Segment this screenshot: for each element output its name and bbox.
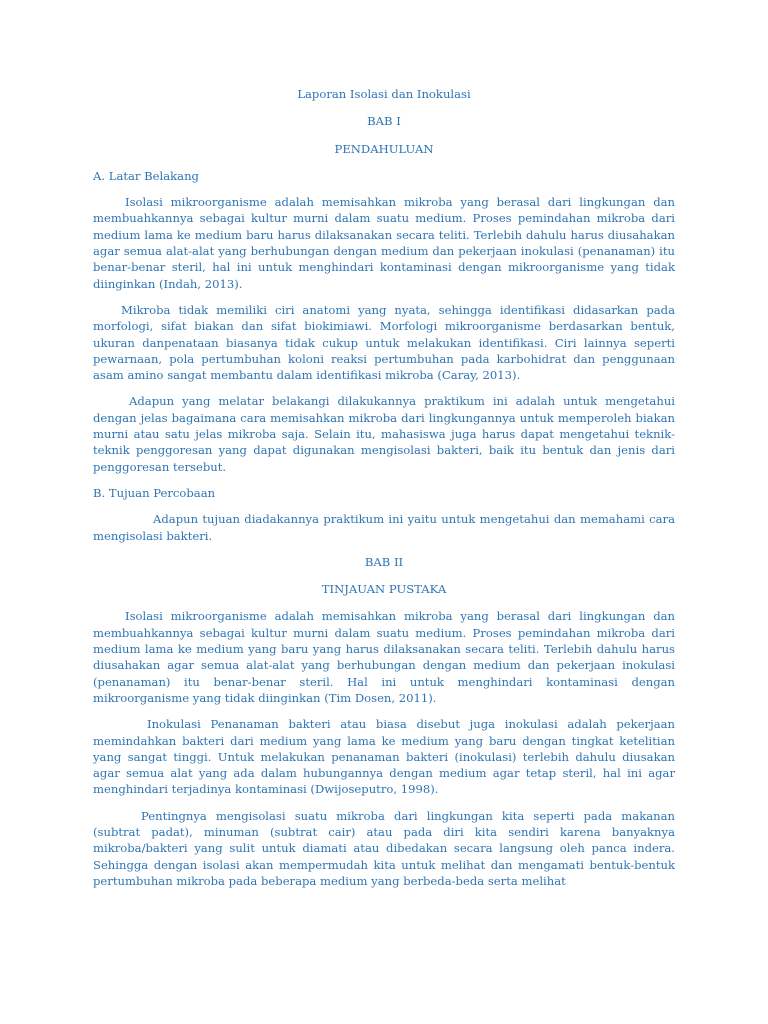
bab-1-label: BAB I bbox=[367, 114, 401, 129]
document-page bbox=[93, 86, 675, 899]
bab-2-heading: TINJAUAN PUSTAKA bbox=[321, 582, 447, 597]
bab-2-label: BAB II bbox=[364, 554, 404, 569]
document-title: Laporan Isolasi dan Inokulasi bbox=[297, 87, 471, 101]
paragraph: Isolasi mikroorganisme adalah memisahkan mikroba yang berasal dari lingkungan dan membuahkannya sebagai kultur murni dalam suatu medium. Proses pemindahan mikroba dari medium lama ke medium baru harus dilaksanakan secara teliti. Terlebih dahulu harus diusahakan agar semua alat-alat yang berhubungan dengan medium dan pekerjaan inokulasi (penanaman) itu benar-benar steril, hal ini untuk menghindari kontaminasi dengan mikroorganisme yang tidak diinginkan (Indah, 2013). bbox=[93, 195, 675, 291]
paragraph: Pentingnya mengisolasi suatu mikroba dari lingkungan kita seperti pada makanan (subtrat padat), minuman (subtrat cair) atau pada diri kita sendiri karena banyaknya mikroba/bakteri yang sulit untuk diamati atau dibedakan secara langsung oleh panca indera. Sehingga dengan isolasi akan mempermudah kita untuk melihat dan mengamati bentuk-bentuk pertumbuhan mikroba pada beberapa medium yang berbeda-beda serta melihat bbox=[93, 808, 675, 888]
section-a-title: A. Latar Belakang bbox=[93, 168, 199, 183]
paragraph: Inokulasi Penanaman bakteri atau biasa disebut juga inokulasi adalah pekerjaan memindahkan bakteri dari medium yang lama ke medium yang baru dengan tingkat ketelitian yang sangat tinggi. Untuk melakukan penanaman bakteri (inokulasi) terlebih dahulu diusakan agar semua alat yang ada dalam hubungannya dengan medium agar tetap steril, hal ini agar menghindari terjadinya kontaminasi (Dwijoseputro, 1998). bbox=[93, 717, 675, 797]
paragraph: Adapun yang melatar belakangi dilakukannya praktikum ini adalah untuk mengetahui dengan jelas bagaimana cara memisahkan mikroba dari lingkungannya untuk memperoleh biakan murni atau satu jelas mikroba saja. Selain itu, mahasiswa juga harus dapat mengetahui teknik-teknik penggoresan yang dapat digunakan mengisolasi bakteri, baik itu bentuk dan jenis dari penggoresan tersebut. bbox=[93, 394, 675, 474]
section-b-title: B. Tujuan Percobaan bbox=[93, 485, 216, 500]
paragraph: Adapun tujuan diadakannya praktikum ini yaitu untuk mengetahui dan memahami cara mengisolasi bakteri. bbox=[93, 512, 675, 543]
bab-1-heading: PENDAHULUAN bbox=[334, 141, 434, 156]
paragraph: Mikroba tidak memiliki ciri anatomi yang nyata, sehingga identifikasi didasarkan pada morfologi, sifat biakan dan sifat biokimiawi. Morfologi mikroorganisme berdasarkan bentuk, ukuran danpenataan biasanya tidak cukup untuk melakukan identifikasi. Ciri lainnya seperti pewarnaan, pola pertumbuhan koloni reaksi pertumbuhan pada karbohidrat dan penggunaan asam amino sangat membantu dalam identifikasi mikroba (Caray, 2013). bbox=[93, 302, 675, 383]
paragraph: Isolasi mikroorganisme adalah memisahkan mikroba yang berasal dari lingkungan dan membuahkannya sebagai kultur murni dalam suatu medium. Proses pemindahan mikroba dari medium lama ke medium yang baru yang harus dilaksanakan secara teliti. Terlebih dahulu harus diusahakan agar semua alat-alat yang berhubungan dengan medium dan pekerjaan inokulasi (penanaman) itu benar-benar steril. Hal ini untuk menghindari kontaminasi dengan mikroorganisme yang tidak diinginkan (Tim Dosen, 2011). bbox=[93, 609, 675, 705]
